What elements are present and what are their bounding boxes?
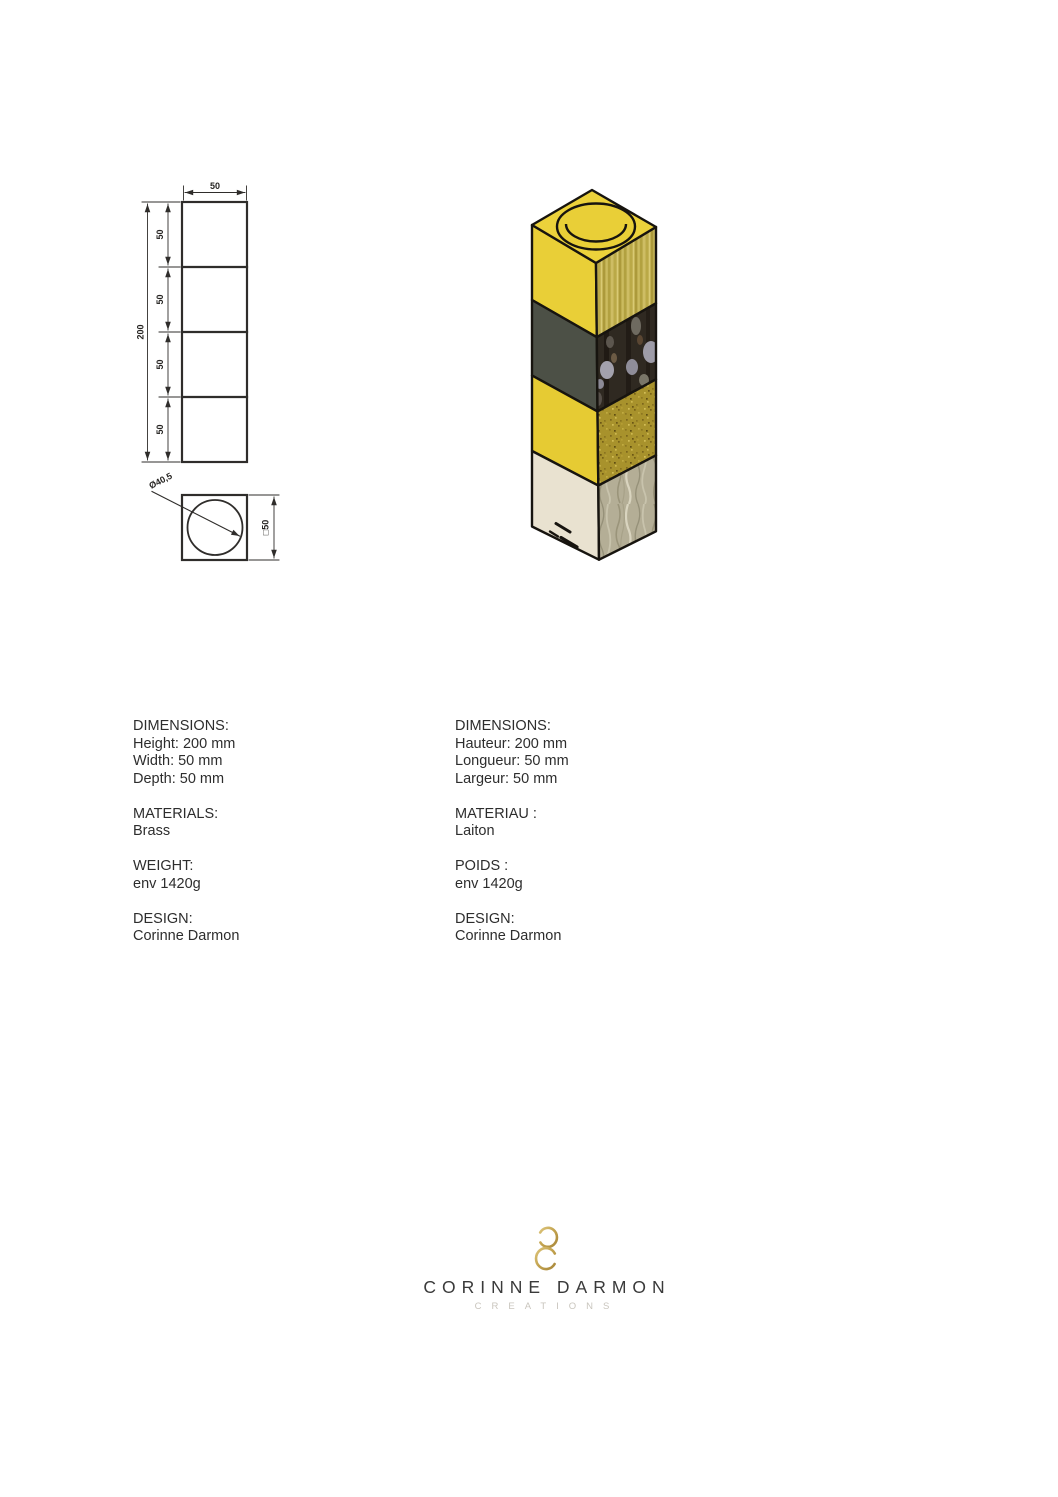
segment-label: 50 [155, 424, 165, 435]
spec-group-dimensions [455, 718, 755, 788]
brand-subtitle: CREATIONS [474, 1301, 620, 1312]
segment-dimensions [159, 204, 180, 460]
width-dimension-label: 50 [209, 181, 221, 191]
front-view-drawing [136, 181, 248, 462]
spec-value: Laiton [455, 823, 495, 839]
spec-heading: POIDS : [455, 858, 509, 874]
spec-value: Longueur: 50 mm [455, 753, 569, 769]
spec-group-weight [455, 858, 755, 893]
spec-value: Height: 200 mm [133, 735, 236, 752]
product-render [532, 190, 656, 560]
top-view-body [182, 495, 247, 560]
total-height-label: 200 [135, 324, 146, 340]
spec-group-dimensions [133, 718, 433, 788]
spec-value: Corinne Darmon [133, 928, 240, 944]
specs-english [133, 718, 433, 963]
spec-value: env 1420g [133, 875, 201, 892]
spec-value: Corinne Darmon [455, 928, 562, 944]
spec-value: Hauteur: 200 mm [455, 735, 568, 752]
spec-group-design [455, 911, 755, 946]
spec-heading: MATERIALS: [133, 805, 219, 822]
spec-heading: DIMENSIONS: [455, 718, 551, 734]
spec-value: Largeur: 50 mm [455, 770, 558, 787]
brand-wordmark: CORINNE DARMON [423, 1277, 671, 1297]
spec-heading: MATERIAU : [455, 805, 537, 822]
diameter-label: Ø40,5 [147, 470, 174, 491]
segment-label: 50 [155, 294, 165, 305]
spec-value: Brass [133, 823, 171, 839]
specs-french [455, 718, 755, 963]
spec-group-weight [133, 858, 433, 893]
spec-value: Depth: 50 mm [133, 770, 225, 787]
spec-heading: WEIGHT: [133, 858, 194, 874]
segment-label: 50 [155, 229, 165, 240]
spec-heading: DESIGN: [455, 910, 515, 927]
spec-group-design [133, 911, 433, 946]
spec-value: env 1420g [455, 875, 523, 892]
spec-value: Width: 50 mm [133, 753, 223, 769]
spec-group-materials [133, 806, 433, 841]
top-view-drawing [147, 471, 279, 560]
spec-group-materials [455, 806, 755, 841]
spec-heading: DIMENSIONS: [133, 718, 229, 734]
spec-heading: DESIGN: [133, 910, 193, 927]
segment-label: 50 [155, 359, 165, 370]
side-label: □50 [260, 519, 271, 536]
logo-ornament-icon [536, 1228, 557, 1269]
